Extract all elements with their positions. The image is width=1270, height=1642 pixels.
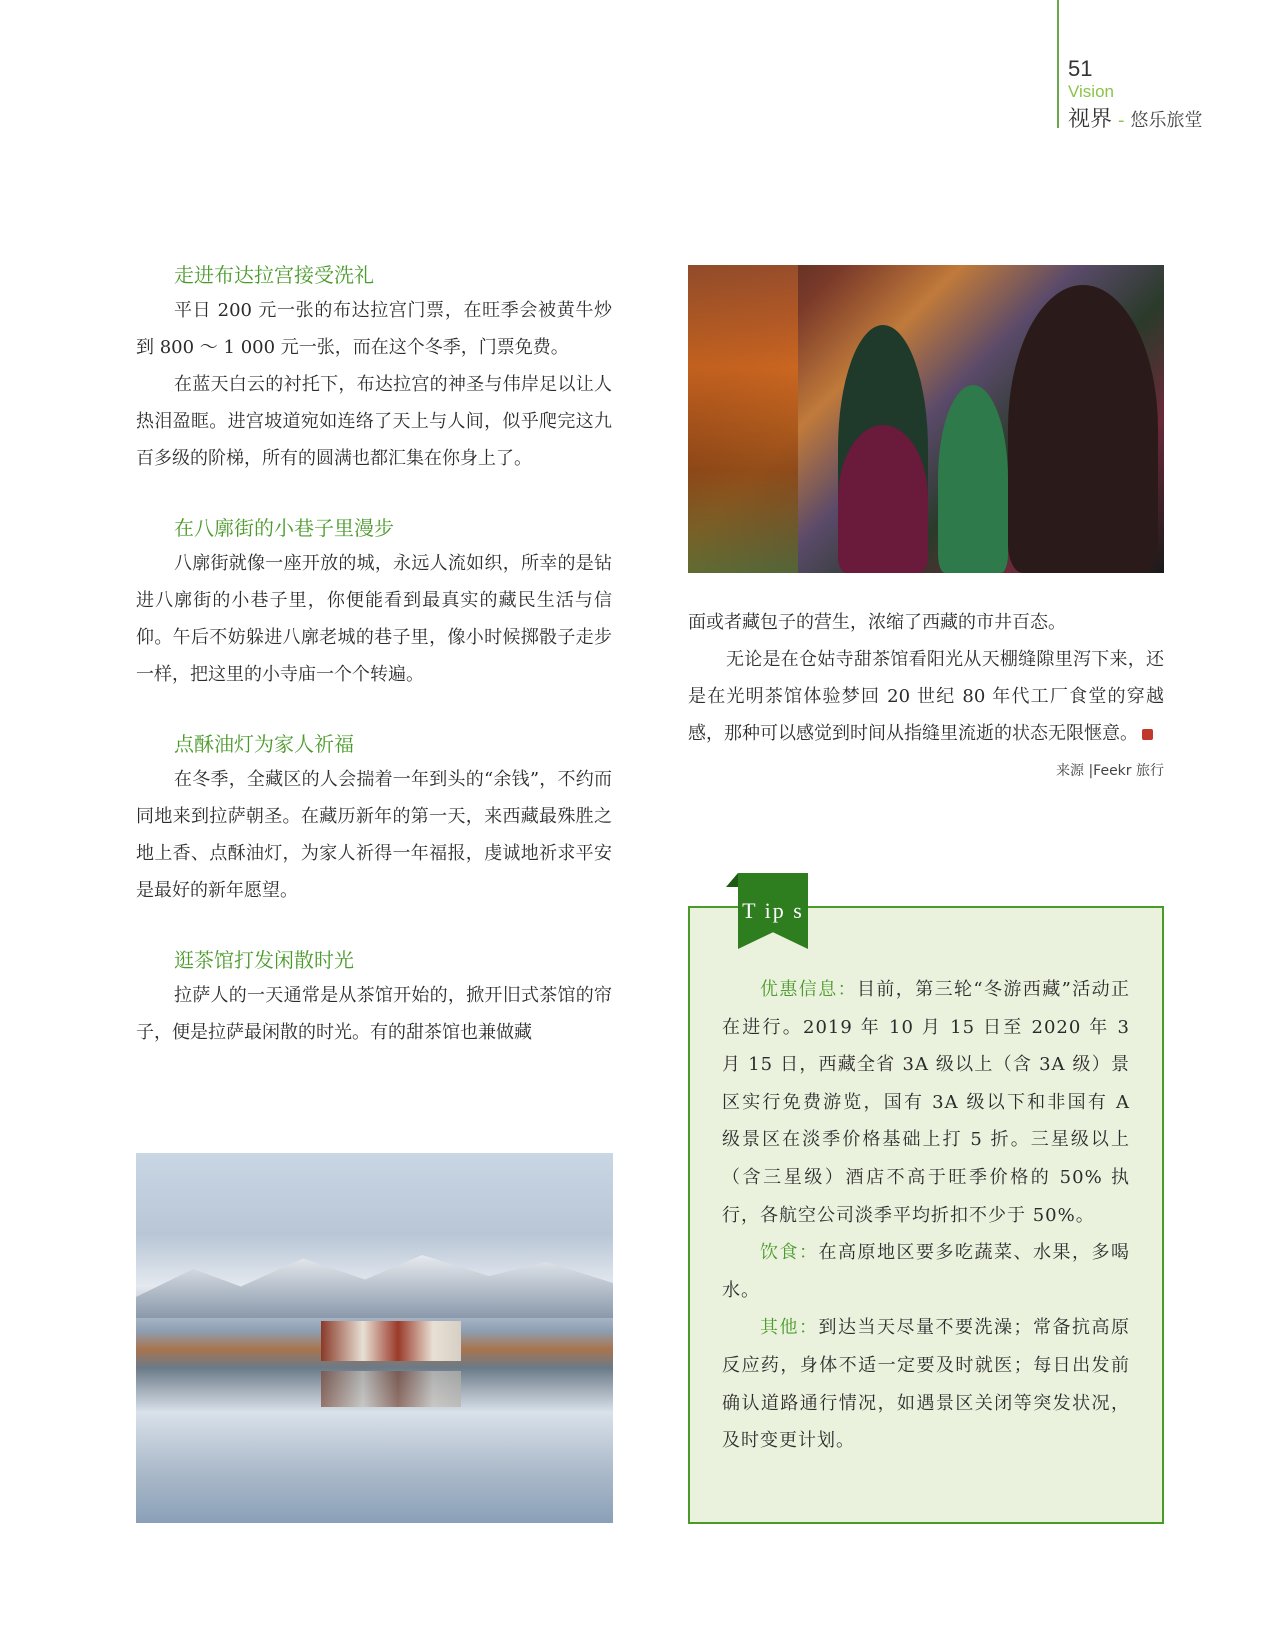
barkhor-market-photo xyxy=(688,265,1164,573)
tips-text: 目前，第三轮“冬游西藏”活动正在进行。2019 年 10 月 15 日至 2020 年 3 月 15 日，西藏全省 3A 级以上（含 3A 级）景区实行免费游览，国有 3A 级以下和非国有 A 级景区在淡季价格基础上打 5 折。三星级以上（含三星级）酒店不高于旺季价格的 50% 执行，各航空公司淡季平均折扣不少于 50%。 xyxy=(722,979,1130,1226)
paragraph-text: 无论是在仓姑寺甜茶馆看阳光从天棚缝隙里泻下来，还是在光明茶馆体验梦回 20 世纪 80 年代工厂食堂的穿越感，那种可以感觉到时间从指缝里流逝的状态无限惬意。 xyxy=(688,649,1164,744)
section-title xyxy=(1068,102,1203,133)
paragraph: 在冬季，全藏区的人会揣着一年到头的“余钱”，不约而同地来到拉萨朝圣。在藏历新年的第一天，来西藏最殊胜之地上香、点酥油灯，为家人祈得一年福报，虔诚地祈求平安是最好的新年愿望。 xyxy=(136,769,612,901)
tips-key-discount: 优惠信息： xyxy=(760,979,857,1000)
tips-key-other: 其他： xyxy=(760,1317,819,1339)
tips-text: 在高原地区要多吃蔬菜、水果，多喝水。 xyxy=(722,1242,1130,1301)
paragraph: 八廓街就像一座开放的城，永远人流如织，所幸的是钻进八廓街的小巷子里，你便能看到最真实的藏民生活与信仰。午后不妨躲进八廓老城的巷子里，像小时候掷骰子走步一样，把这里的小寺庙一个个转遍。 xyxy=(136,553,612,685)
section-name: 视界 xyxy=(1068,107,1113,132)
palace-reflection-shape xyxy=(321,1371,461,1407)
tips-label: T ip s xyxy=(742,898,804,923)
section-heading-teahouse: 逛茶馆打发闲散时光 xyxy=(174,948,354,972)
section-heading-butter-lamp: 点酥油灯为家人祈福 xyxy=(174,732,354,756)
snow-mountain-shape xyxy=(136,1248,613,1318)
potala-palace-photo xyxy=(136,1153,613,1523)
tips-body xyxy=(722,971,1130,1460)
tips-other xyxy=(722,1309,1130,1459)
subsection-name: 悠乐旅堂 xyxy=(1130,110,1203,131)
section-separator: - xyxy=(1118,110,1125,131)
section-heading-potala: 走进布达拉宫接受洗礼 xyxy=(174,263,374,287)
palace-shape xyxy=(321,1321,461,1361)
tips-food xyxy=(722,1234,1130,1309)
left-column xyxy=(136,258,612,1051)
page-number: 51 xyxy=(1068,56,1093,81)
pilgrim-figure xyxy=(938,385,1008,573)
source-credit: 来源 |Feekr 旅行 xyxy=(1056,763,1164,779)
paragraph xyxy=(688,641,1164,752)
market-stall-shape xyxy=(688,265,798,573)
tips-text: 到达当天尽量不要洗澡；常备抗高原反应药，身体不适一定要及时就医；每日出发前确认道路通行情况，如遇景区关闭等突发状况，及时变更计划。 xyxy=(722,1317,1130,1452)
header-rule xyxy=(1057,0,1059,128)
paragraph: 平日 200 元一张的布达拉宫门票，在旺季会被黄牛炒到 800 ～ 1 000 元一张，而在这个冬季，门票免费。 xyxy=(136,300,612,358)
tips-key-food: 饮食： xyxy=(760,1242,819,1264)
tips-discount xyxy=(722,971,1130,1234)
right-column xyxy=(688,604,1164,780)
pilgrim-figure xyxy=(1008,285,1158,573)
paragraph: 拉萨人的一天通常是从茶馆开始的，掀开旧式茶馆的帘子，便是拉萨最闲散的时光。有的甜茶馆也兼做藏 xyxy=(136,985,612,1043)
article-end-icon xyxy=(1142,729,1153,740)
ribbon-fold xyxy=(726,873,738,887)
paragraph-continued: 面或者藏包子的营生，浓缩了西藏的市井百态。 xyxy=(688,612,1066,633)
paragraph: 在蓝天白云的衬托下，布达拉宫的神圣与伟岸足以让人热泪盈眶。进宫坡道宛如连络了天上与人间，似乎爬完这九百多级的阶梯，所有的圆满也都汇集在你身上了。 xyxy=(136,374,612,469)
child-figure xyxy=(838,425,928,573)
section-heading-barkhor: 在八廓街的小巷子里漫步 xyxy=(174,516,394,540)
vision-label: Vision xyxy=(1068,82,1114,101)
